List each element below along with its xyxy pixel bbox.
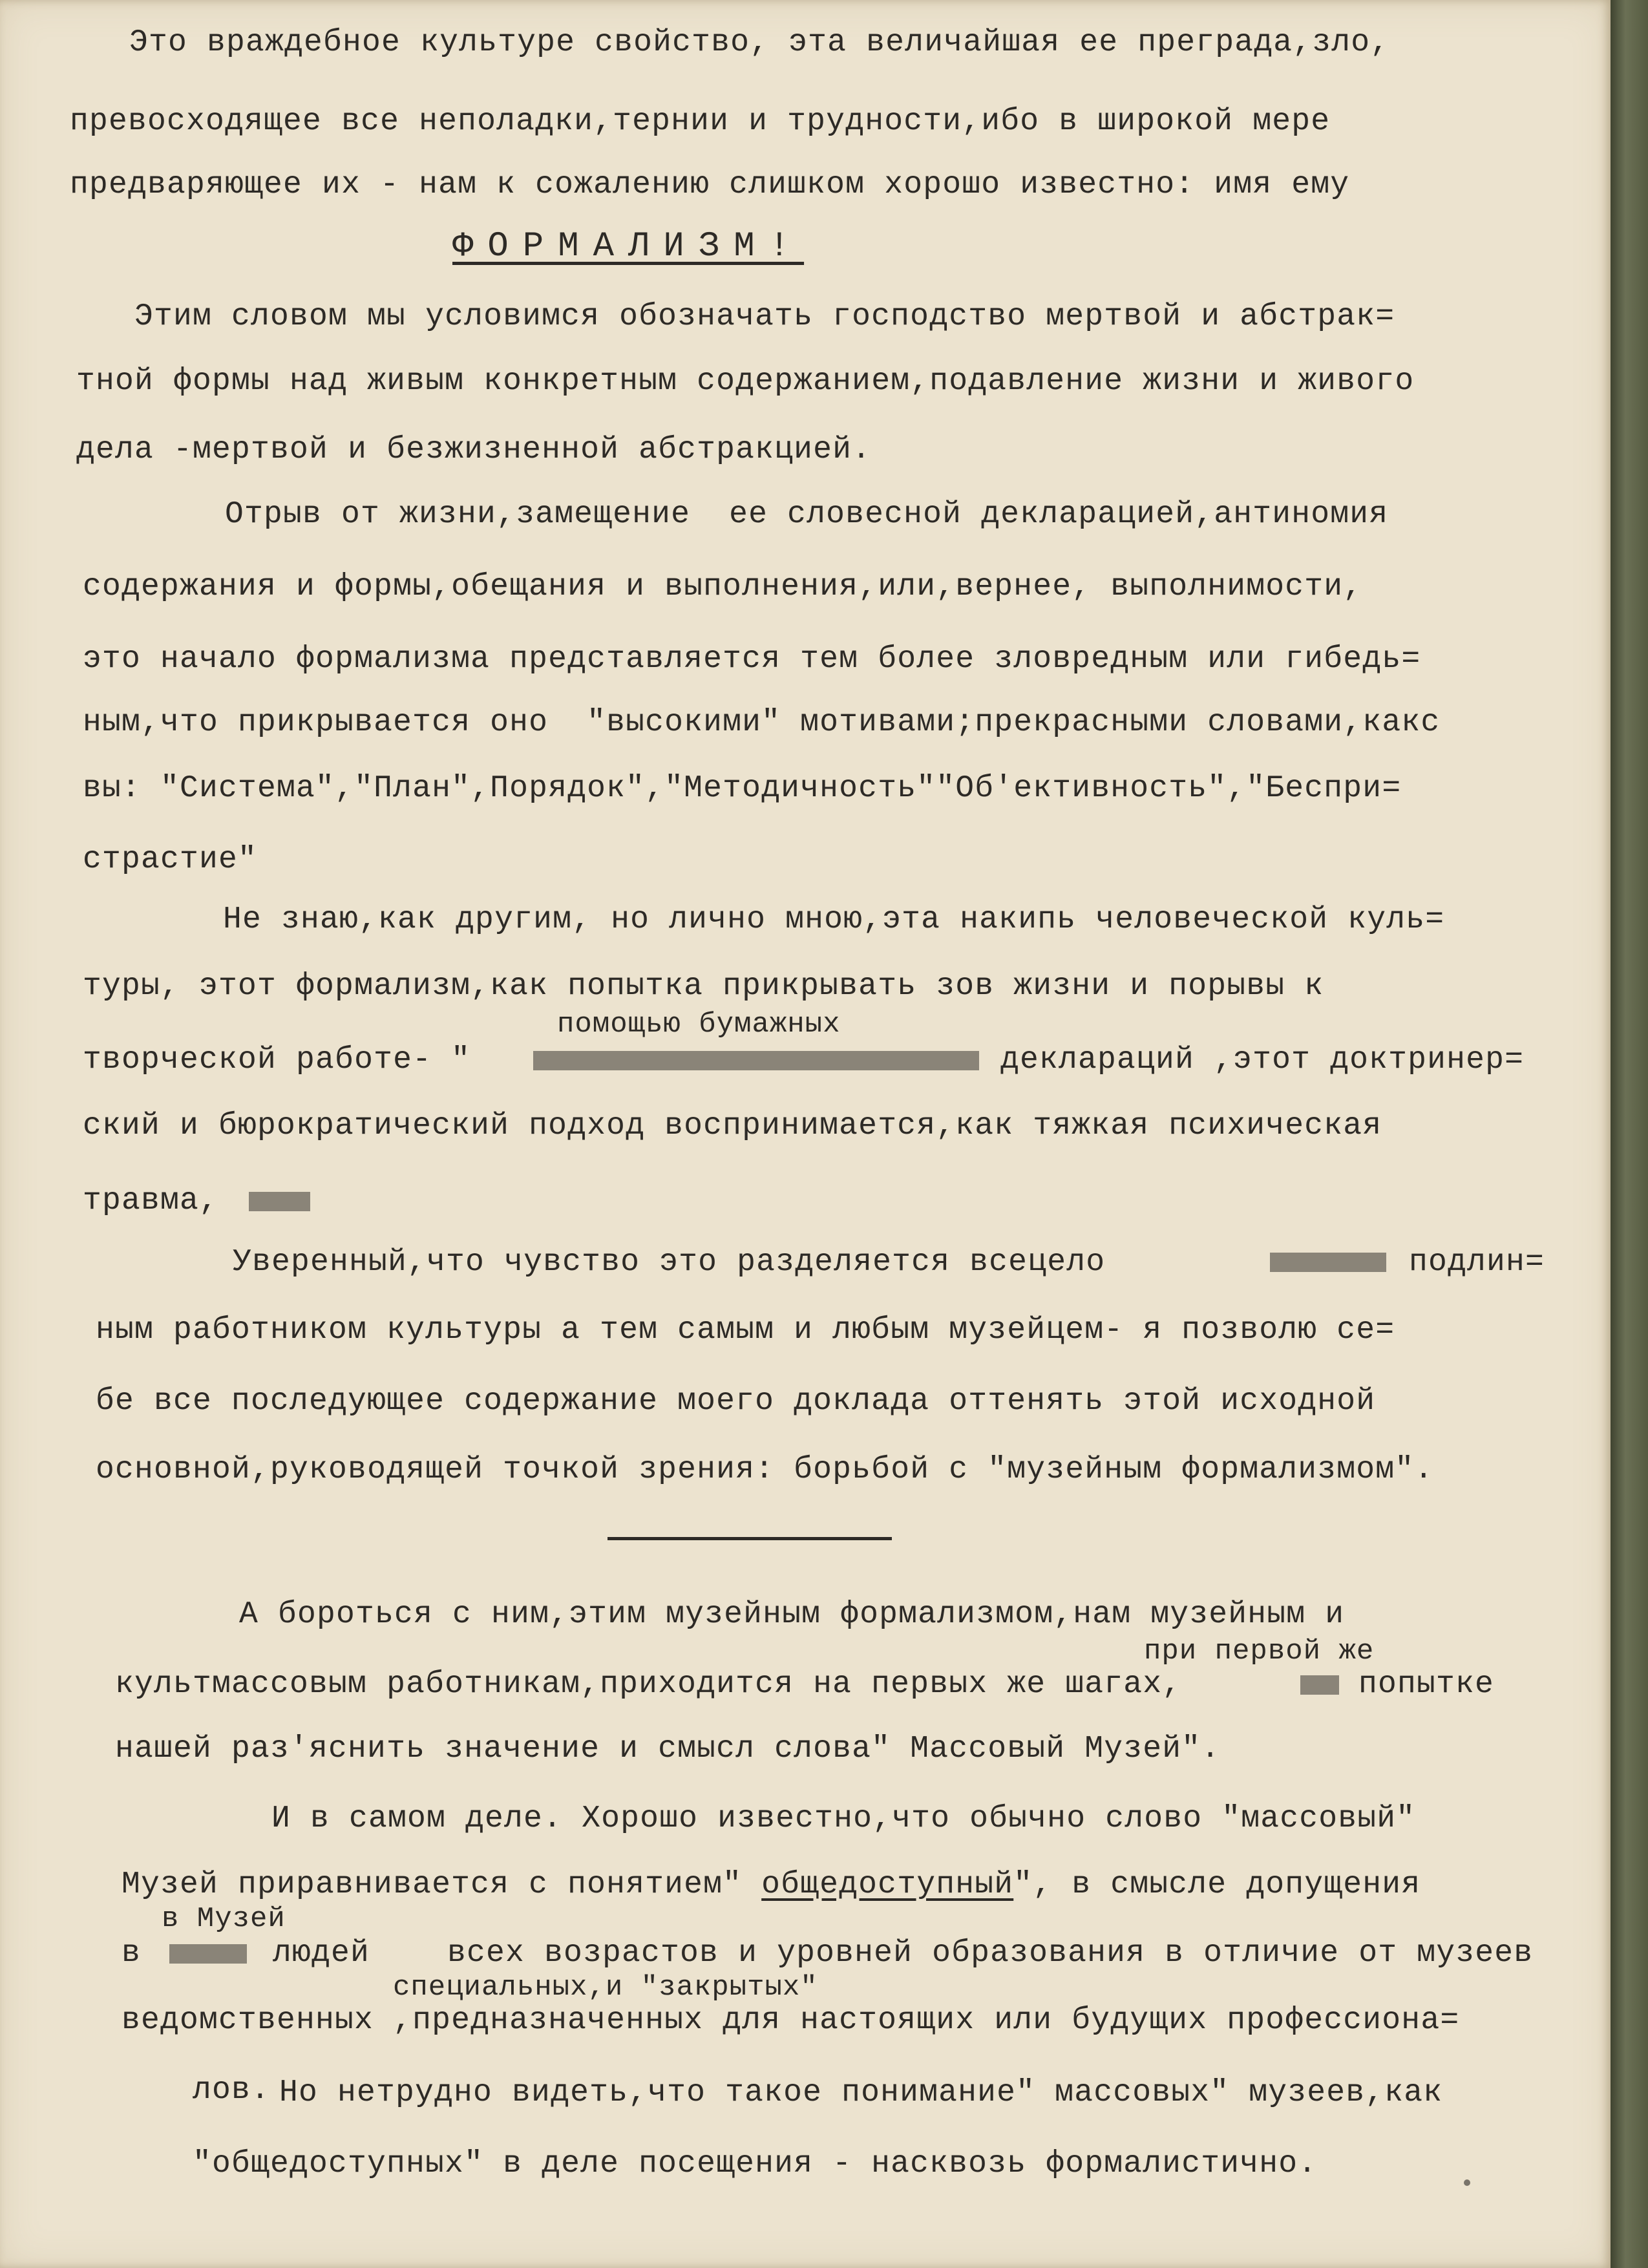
text-line: лов. — [193, 2073, 271, 2108]
text-line: нашей раз'яснить значение и смысл слова" Массовый Музей". — [115, 1732, 1221, 1766]
text-line: А бороться с ним,этим музейным формализмом,нам музейным и — [239, 1597, 1345, 1632]
text-segment: Музей приравнивается с понятием" — [121, 1867, 762, 1902]
text-line: ведомственных ,предназначенных для настоящих или будущих профессиона= — [121, 2003, 1460, 2038]
text-line: бе все последующее содержание моего доклада оттенять этой исходной — [96, 1384, 1376, 1419]
scan-background-edge — [1611, 0, 1648, 2268]
text-line: И в самом деле. Хорошо известно,что обычно слово "массовый" — [271, 1801, 1416, 1836]
text-line: культмассовым работникам,приходится на первых же шагах, — [115, 1667, 1182, 1702]
text-line: людей — [253, 1936, 390, 1971]
text-line: Уверенный,что чувство это разделяется всецело — [233, 1245, 1125, 1280]
struck-out-text — [1270, 1253, 1386, 1272]
text-line: Не знаю,как другим, но лично мною,эта накипь человеческой куль= — [223, 902, 1445, 937]
text-line: содержания и формы,обещания и выполнения,или,вернее, выполнимости, — [83, 569, 1363, 604]
ink-speck — [1464, 2179, 1470, 2186]
text-line: дела -мертвой и безжизненной абстракцией. — [76, 432, 872, 467]
text-line: ным работником культуры а тем самым и любым музейцем- я позволю се= — [96, 1313, 1395, 1348]
handwritten-insertion: в Музей — [162, 1903, 286, 1935]
struck-out-text — [1300, 1675, 1339, 1695]
handwritten-insertion: специальных,и "закрытых" — [393, 1971, 818, 2004]
text-segment: ", в смысле допущения — [1013, 1867, 1421, 1902]
section-divider — [607, 1537, 892, 1540]
text-line: предваряющее их - нам к сожалению слишком хорошо известно: имя ему — [70, 167, 1350, 202]
text-line: Отрыв от жизни,замещение ее словесной декларацией,антиномия — [225, 497, 1389, 532]
text-line: деклараций ,этот доктринер= — [981, 1043, 1525, 1077]
text-line: это начало формализма представляется тем более зловредным или гибедь= — [83, 642, 1421, 677]
heading-formalism: ФОРМАЛИЗМ! — [452, 227, 805, 266]
text-line: в — [121, 1936, 161, 1971]
text-line: страстие" — [83, 842, 258, 877]
text-line: творческой работе- " — [83, 1043, 471, 1077]
text-line: Но нетрудно видеть,что такое понимание" массовых" музеев,как — [279, 2075, 1443, 2110]
text-line: туры, этот формализм,как попытка прикрывать зов жизни и порывы к — [83, 969, 1324, 1004]
text-line: попытке — [1339, 1667, 1495, 1702]
underlined-word: общедоступный — [761, 1867, 1014, 1902]
struck-out-text — [169, 1944, 247, 1964]
handwritten-insertion: при первой же — [1144, 1635, 1375, 1668]
text-line: Это враждебное культуре свойство, эта величайшая ее преграда,зло, — [129, 25, 1390, 60]
handwritten-insertion: помощью бумажных — [557, 1008, 841, 1041]
text-line: ский и бюрократический подход воспринимается,как тяжкая психическая — [83, 1108, 1382, 1143]
text-line: подлин= — [1389, 1245, 1545, 1280]
text-line: Этим словом мы условимся обозначать господство мертвой и абстрак= — [134, 299, 1395, 334]
struck-out-text — [533, 1051, 979, 1070]
text-line: вы: "Система","План",Порядок","Методичность""Об'ективность","Беспри= — [83, 771, 1402, 806]
text-line: травма, — [83, 1183, 219, 1218]
text-line: ным,что прикрывается оно "высокими" мотивами;прекрасными словами,какс — [83, 705, 1441, 740]
text-line — [121, 1867, 1421, 1903]
struck-out-text — [249, 1192, 310, 1211]
text-line: превосходящее все неполадки,тернии и трудности,ибо в широкой мере — [70, 104, 1331, 139]
text-line: основной,руководящей точкой зрения: борьбой с "музейным формализмом". — [96, 1452, 1434, 1487]
text-line: всех возрастов и уровней образования в отличие от музеев — [447, 1936, 1534, 1971]
text-line: тной формы над живым конкретным содержанием,подавление жизни и живого — [76, 364, 1415, 399]
text-line: "общедоступных" в деле посещения - насквозь формалистично. — [193, 2146, 1318, 2181]
